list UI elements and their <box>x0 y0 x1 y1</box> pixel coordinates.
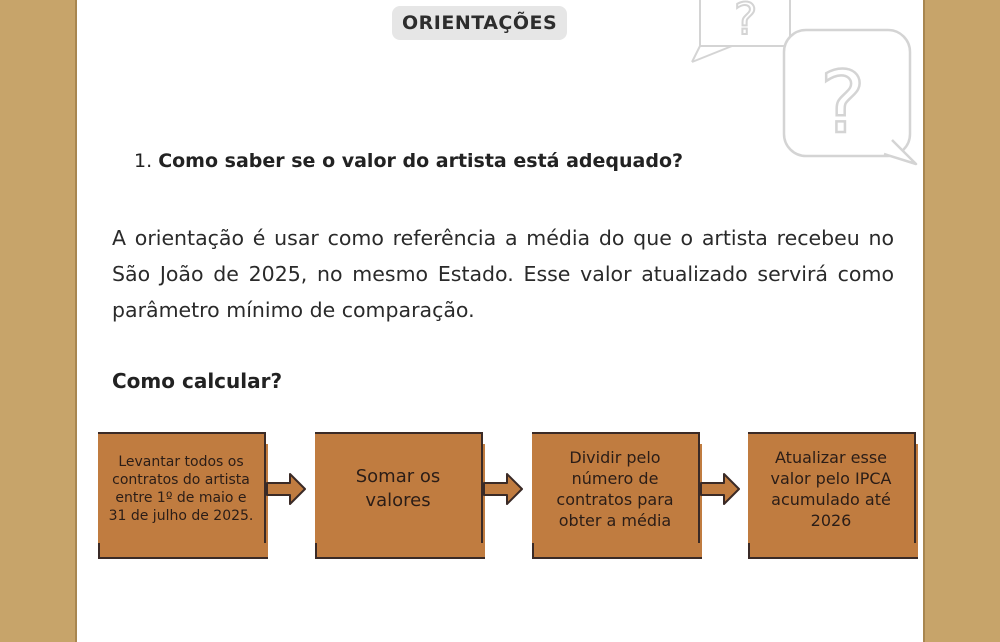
svg-text:?: ? <box>734 0 758 45</box>
question-heading <box>134 150 683 172</box>
step-box-3 <box>532 432 704 545</box>
step-box-1 <box>98 432 270 545</box>
step-box-face <box>532 432 700 543</box>
step-box-face <box>748 432 916 543</box>
step-label: Levantar todos os contratos do artista entre 1º de maio e 31 de julho de 2025. <box>108 453 254 524</box>
guidance-paragraph: A orientação é usar como referência a média do que o artista recebeu no São João de 2025, no mesmo Estado. Esse valor atualizado servirá como parâmetro mínimo de comparação. <box>112 226 894 322</box>
svg-text:?: ? <box>820 53 866 153</box>
step-box-2 <box>315 432 487 545</box>
calculation-heading: Como calcular? <box>112 369 283 393</box>
question-number: 1. <box>134 150 153 172</box>
step-box-face <box>315 432 483 543</box>
page-title: ORIENTAÇÕES <box>392 6 567 40</box>
step-box-4 <box>748 432 920 545</box>
right-arrow-icon <box>700 472 740 506</box>
step-label: Dividir pelo número de contratos para obter a média <box>556 447 674 530</box>
right-arrow-icon <box>266 472 306 506</box>
step-label: Somar os valores <box>355 465 441 511</box>
step-box-face <box>98 432 266 543</box>
right-arrow-icon <box>483 472 523 506</box>
step-label: Atualizar esse valor pelo IPCA acumulado até 2026 <box>770 447 892 530</box>
question-bubbles-icon <box>680 0 925 170</box>
question-text: Como saber se o valor do artista está adequado? <box>158 150 684 172</box>
